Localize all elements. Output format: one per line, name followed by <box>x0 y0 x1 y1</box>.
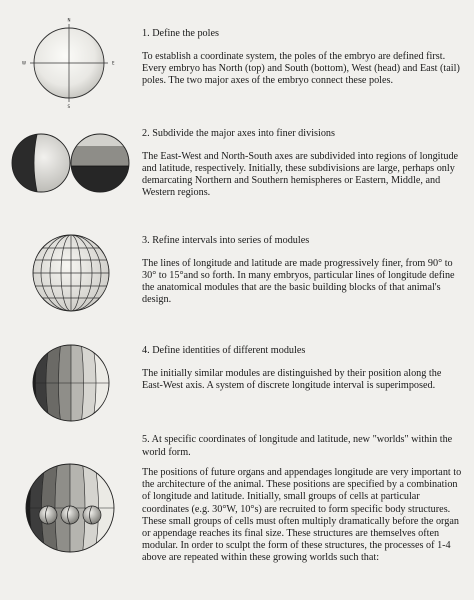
module-identity-globe-figure <box>28 340 114 426</box>
step-5 <box>142 434 464 565</box>
step-1-title: 1. Define the poles <box>142 28 219 39</box>
step-4-body: The initially similar modules are distinguished by their position along the East-West axis. A system of discrete longitude interval is superimposed. <box>142 367 442 391</box>
worlds-within-world-figure <box>20 458 120 558</box>
step-1 <box>142 28 464 87</box>
subdivided-spheres-figure <box>8 130 134 198</box>
step-3-body: The lines of longitude and latitude are made progressively finer, from 90° to 30° to 15°and so forth. In many embryos, particular lines of longitude define the anatomical modules that are the basic building blocks of that animal's design. <box>142 257 455 306</box>
poles-globe-figure <box>20 14 130 114</box>
north-label: N <box>67 17 71 23</box>
step-3 <box>142 235 464 306</box>
step-5-body: The positions of future organs and appendages longitude are very important to the architecture of the animal. These positions are specified by a combination of longitude and latitude. Initially, small groups of cells at particular coordinates (e.g. 30°W, 10°s) are recruited to form specific body structures. These small groups of cells must often multiply dramatically before the organ or appendage reaches its final size. These structures are themselves often modular. In order to sculpt the form of these structures, the processes of 1-4 above are repeated within these growing worlds such that: <box>142 467 462 564</box>
step-2-body: The East-West and North-South axes are subdivided into regions of longitude and latitude, respectively. Initially, these subdivisions are large, perhaps only demarcating Northern and Southern hemispheres or Eastern, Middle, and Western regions. <box>142 150 459 199</box>
west-label: W <box>22 60 26 66</box>
small-world-spheres <box>39 506 101 524</box>
east-label: E <box>112 60 115 66</box>
step-2-title: 2. Subdivide the major axes into finer divisions <box>142 128 335 139</box>
step-4 <box>142 345 464 392</box>
step-3-title: 3. Refine intervals into series of modules <box>142 235 310 246</box>
step-5-title: 5. At specific coordinates of longitude and latitude, new "worlds" within the world form. <box>142 434 453 458</box>
south-label: S <box>67 104 71 109</box>
step-2 <box>142 128 464 199</box>
step-4-title: 4. Define identities of different modules <box>142 345 306 356</box>
gridded-globe-figure <box>28 230 114 316</box>
step-1-body: To establish a coordinate system, the poles of the embryo are defined first. Every embryo has North (top) and South (bottom), West (head) and East (tail) poles. The two major axes of the embryo connect these poles. <box>142 50 460 86</box>
